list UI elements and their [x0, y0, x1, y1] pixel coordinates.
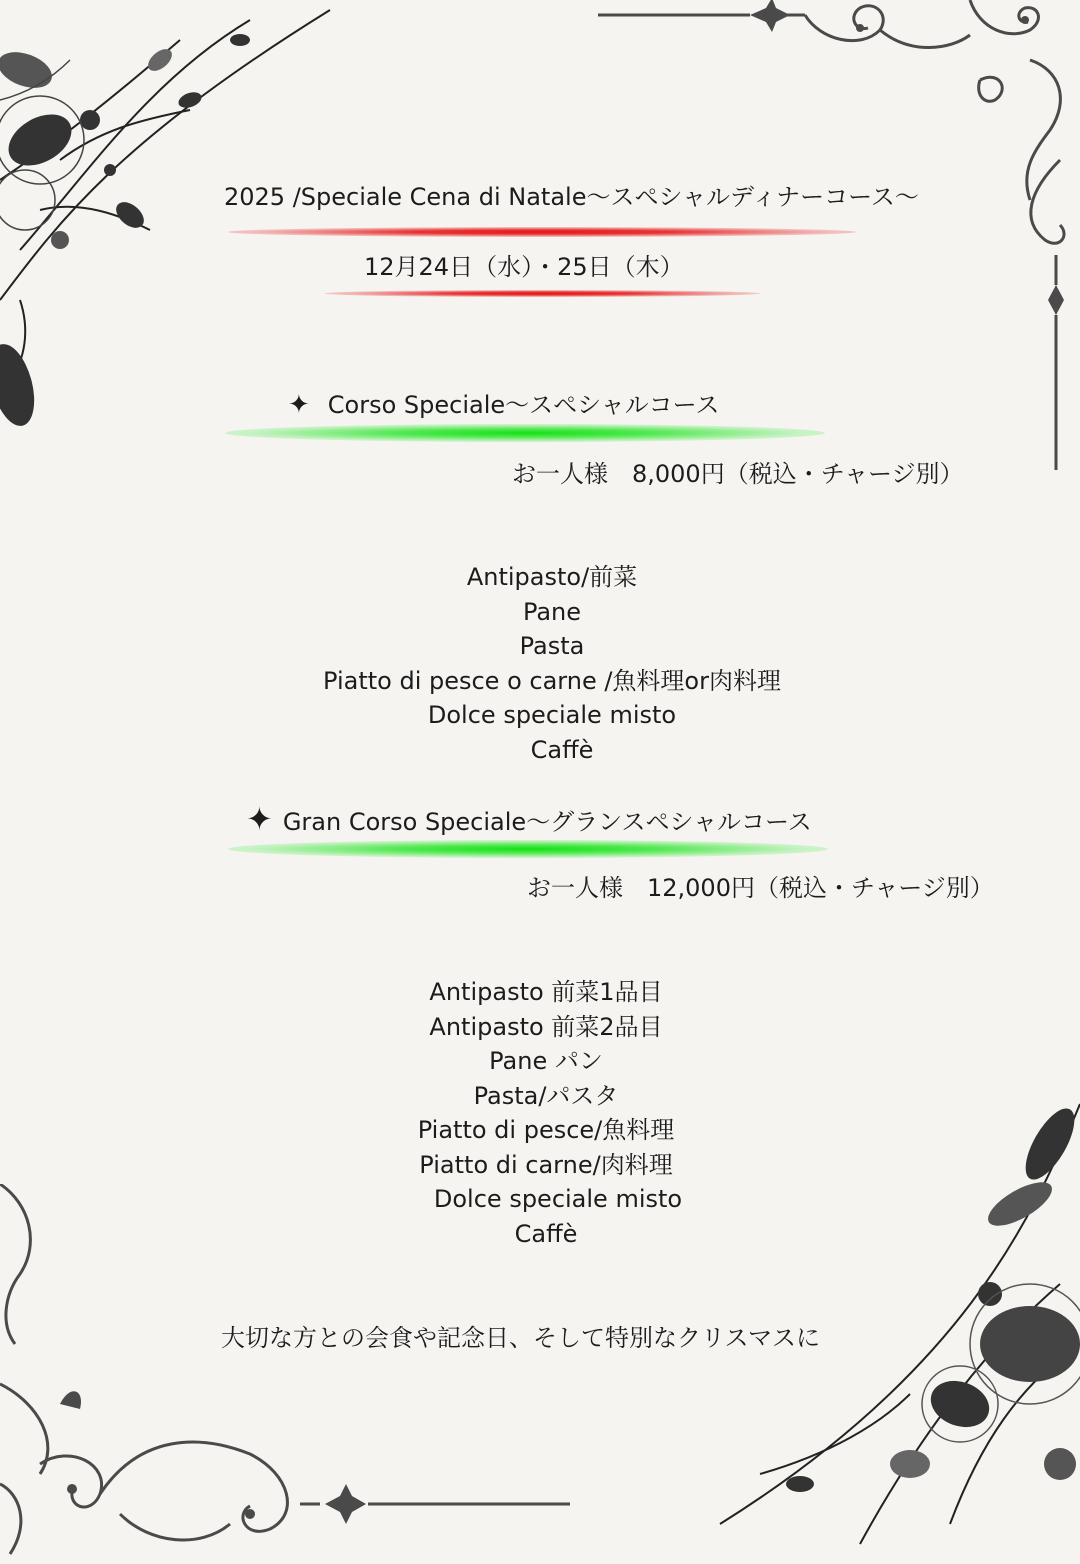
course2-underline-green: [228, 840, 828, 858]
list-item: Antipasto 前菜2品目: [429, 1012, 663, 1041]
sparkle-icon: ✦: [246, 800, 273, 838]
list-item: Pasta: [519, 632, 585, 660]
course1-name: Corso Speciale〜スペシャルコース: [327, 391, 720, 419]
course1-heading: [288, 388, 719, 422]
course1-price: お一人様 8,000円（税込・チャージ別）: [512, 460, 964, 488]
list-item: Caffè: [514, 1219, 578, 1248]
floral-corner-top-left: [0, 0, 340, 440]
list-item: Caffè: [530, 735, 594, 764]
list-item: Piatto di pesce o carne /魚料理or肉料理: [323, 666, 781, 695]
sparkle-icon: ✦: [288, 390, 310, 420]
course1-underline-green: [225, 424, 825, 442]
list-item: Pane パン: [489, 1047, 603, 1075]
list-item: Dolce speciale misto: [433, 1185, 683, 1213]
course2-name: Gran Corso Speciale〜グランスペシャルコース: [282, 808, 812, 836]
menu-title: 2025 /Speciale Cena di Natale〜スペシャルディナーコース〜: [224, 183, 919, 211]
title-underline-red: [228, 227, 856, 237]
event-dates: 12月24日（水）・25日（木）: [364, 253, 684, 281]
dates-underline-red: [325, 290, 760, 297]
list-item: Piatto di carne/肉料理: [419, 1150, 673, 1179]
course2-heading: [246, 802, 812, 839]
list-item: Dolce speciale misto: [427, 701, 677, 729]
list-item: Antipasto 前菜1品目: [429, 978, 663, 1006]
course2-price: お一人様 12,000円（税込・チャージ別）: [527, 874, 994, 902]
course2-menu-list: [6, 975, 1080, 1251]
course1-menu-list: [12, 560, 1080, 767]
list-item: Pasta/パスタ: [473, 1081, 619, 1110]
list-item: Antipasto/前菜: [466, 563, 638, 591]
list-item: Piatto di pesce/魚料理: [417, 1116, 675, 1144]
footer-message: 大切な方との会食や記念日、そして特別なクリスマスに: [221, 1324, 821, 1352]
list-item: Pane: [522, 597, 582, 626]
